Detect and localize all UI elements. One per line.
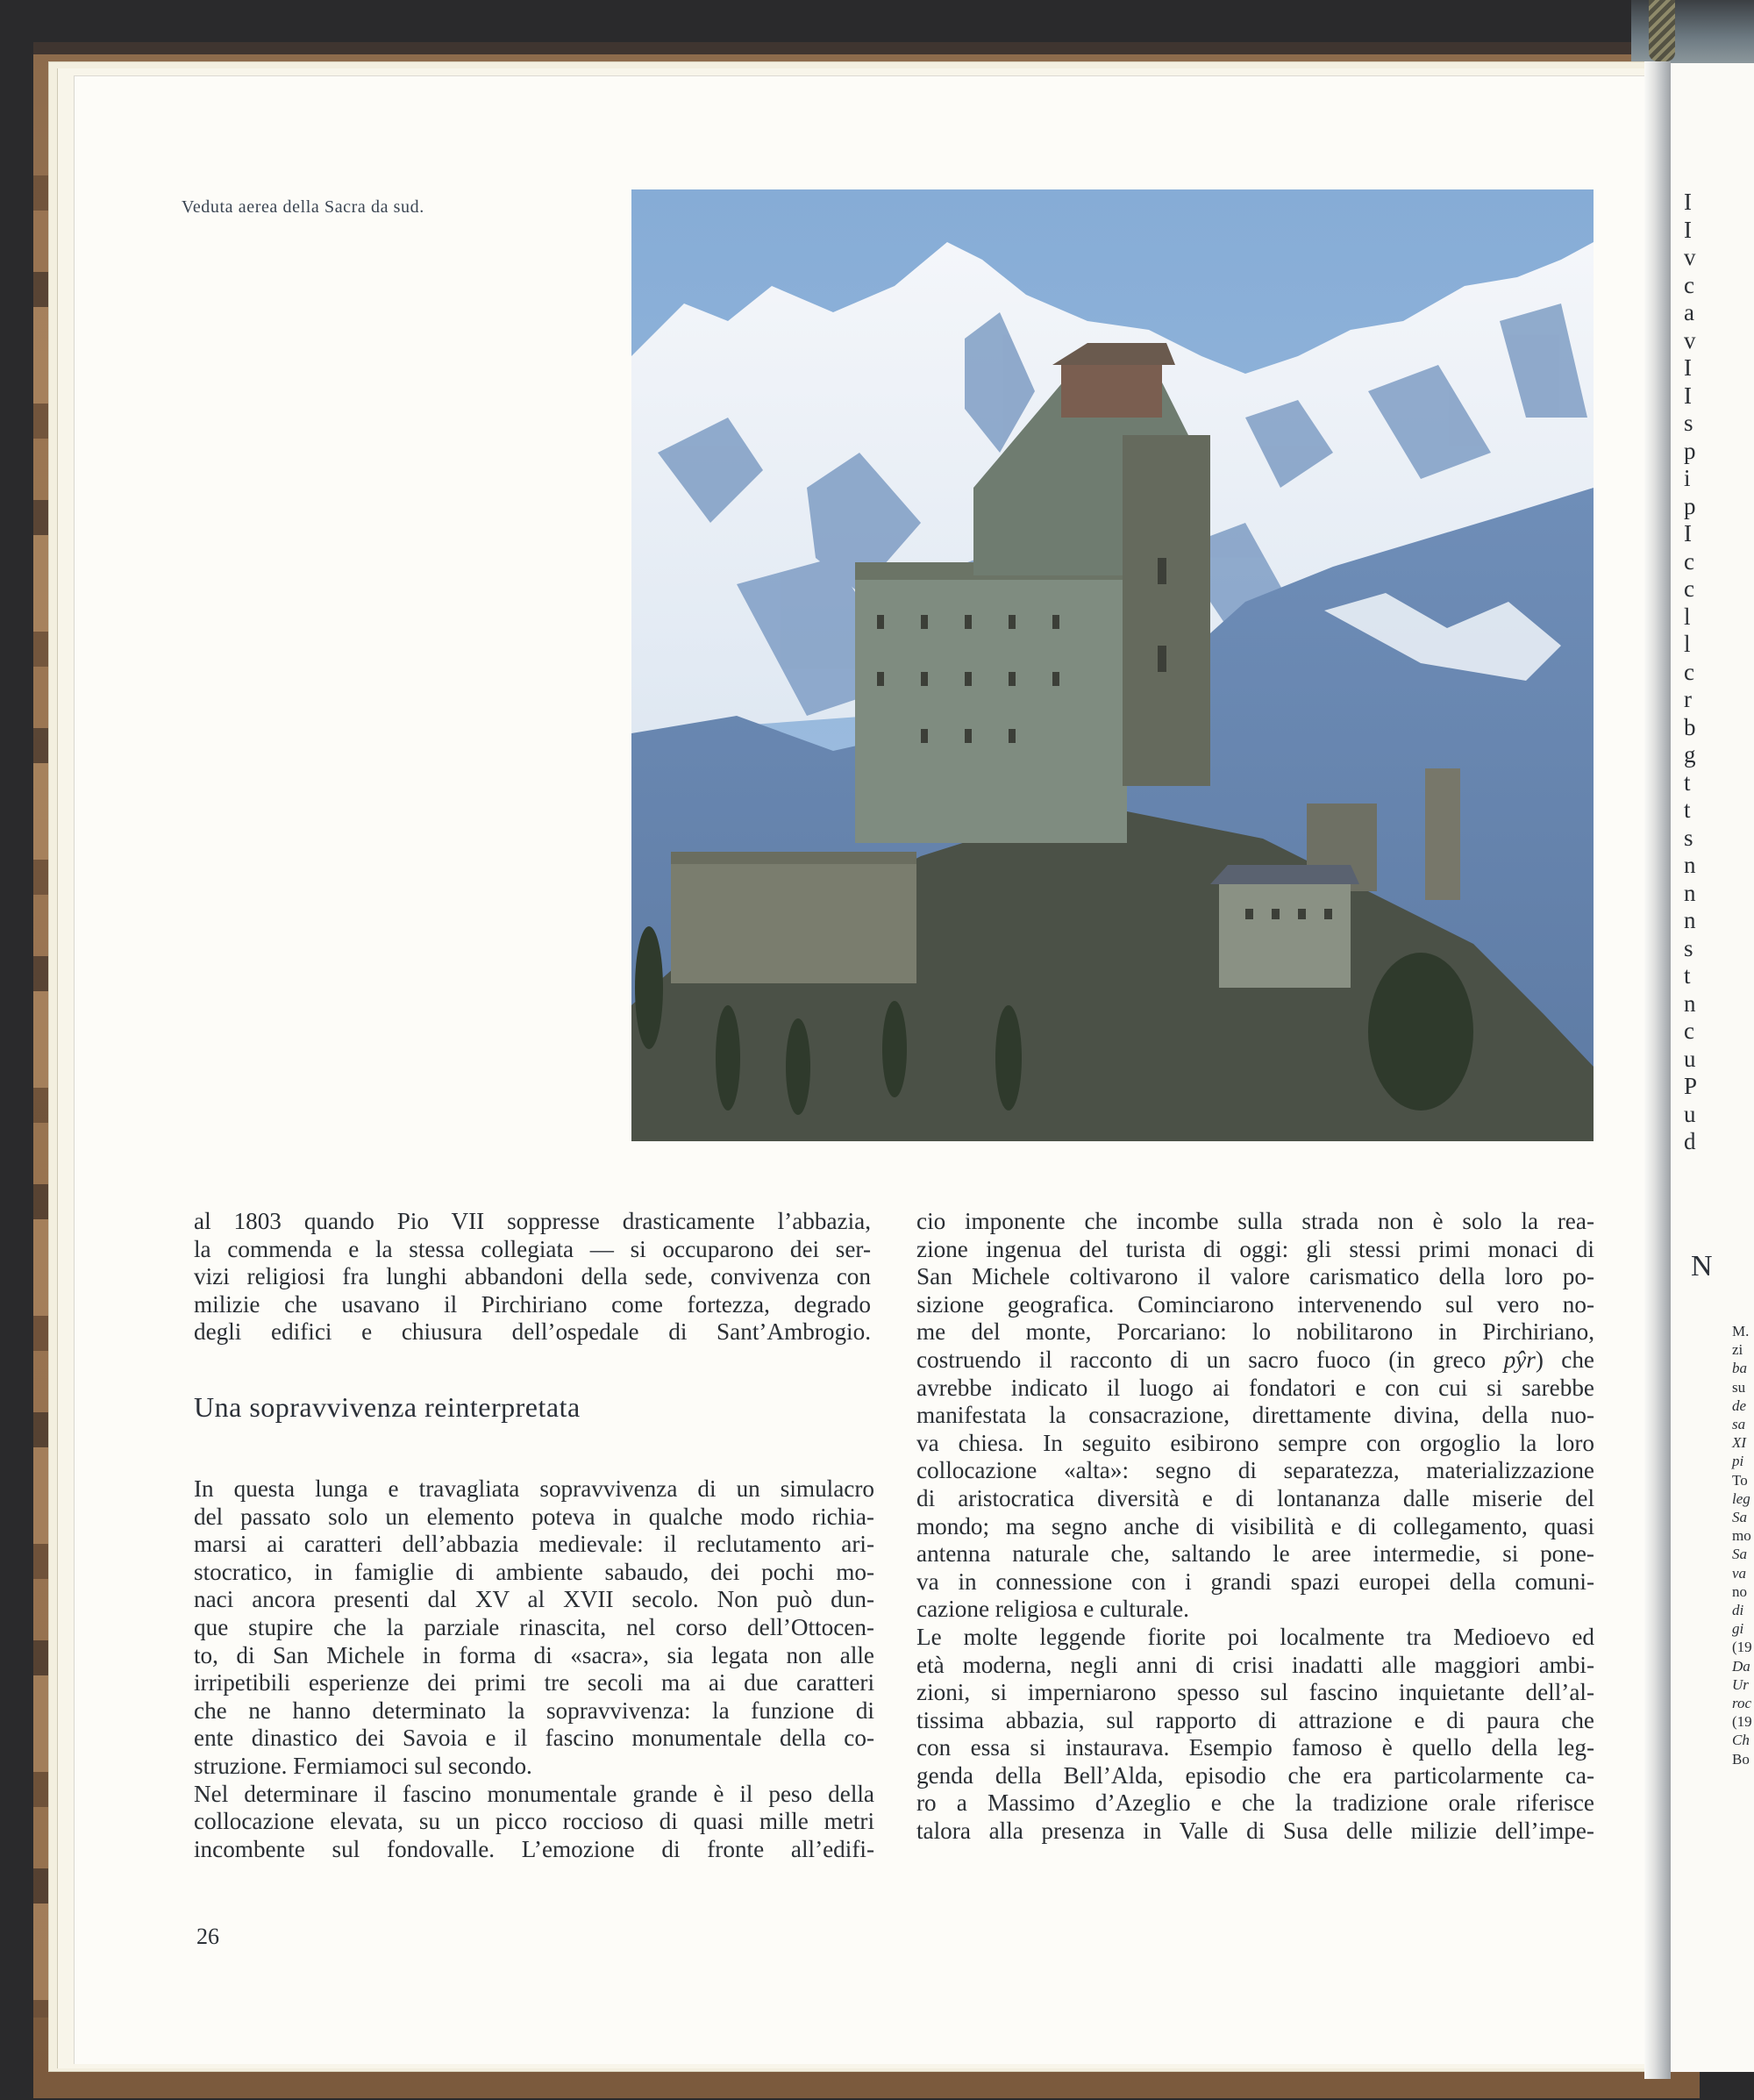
- text-fragment: c: [1684, 1018, 1694, 1044]
- text-fragment: t: [1684, 768, 1691, 796]
- note-fragment: mo: [1732, 1527, 1751, 1545]
- text-line: mondo; ma segno anche di visibilità e di collegamento, quasi: [916, 1512, 1594, 1539]
- note-fragment: va: [1732, 1564, 1747, 1582]
- text-fragment: s: [1684, 934, 1693, 961]
- text-line: cazione religiosa e culturale.: [916, 1596, 1189, 1623]
- text-line: In questa lunga e travagliata sopravvivenza di un simulacro: [194, 1475, 874, 1502]
- text-line: collocazione elevata, su un picco roccioso di quasi mille metri: [194, 1808, 874, 1835]
- bookmark-ribbon: [1649, 0, 1675, 61]
- text-fragment: v: [1684, 244, 1696, 270]
- text-line: que stupire che la parziale rinascita, nel corso dell’Ottocen-: [194, 1613, 874, 1640]
- note-fragment: To: [1732, 1471, 1748, 1489]
- left-column-body: [194, 1475, 874, 1863]
- text-line: sizione geografica. Cominciarono intervenendo sul vero no-: [916, 1290, 1594, 1318]
- text-fragment: n: [1684, 852, 1696, 878]
- text-line: zione ingenua del turista di oggi: gli stessi primi monaci di: [916, 1235, 1594, 1262]
- abbey-mountain-illustration: [631, 189, 1594, 1141]
- text-line: milizie che usavano il Pirchiriano come fortezza, degrado: [194, 1290, 871, 1318]
- text-line: Le molte leggende fiorite poi localmente tra Medioevo ed: [916, 1623, 1594, 1650]
- right-column-body: [916, 1208, 1594, 1846]
- note-fragment: Da: [1732, 1657, 1750, 1675]
- text-fragment: P: [1684, 1073, 1698, 1099]
- note-fragment: Sa: [1732, 1546, 1747, 1563]
- text-fragment: u: [1684, 1045, 1696, 1072]
- greek-word: pŷr: [1503, 1346, 1536, 1373]
- note-fragment: no: [1732, 1582, 1747, 1600]
- text-line: del passato solo un elemento poteva in qualche modo richia-: [194, 1503, 874, 1530]
- text-fragment: b: [1684, 713, 1696, 740]
- text-fragment: t: [1684, 962, 1691, 989]
- note-fragment: XI: [1732, 1434, 1747, 1452]
- note-fragment: Sa: [1732, 1509, 1747, 1526]
- next-page-column-fragment: [1684, 189, 1697, 1156]
- text-fragment: p: [1684, 492, 1696, 519]
- text-fragment: I: [1684, 216, 1692, 243]
- text-line: età moderna, negli anni di crisi inadatti alle maggiori ambi-: [916, 1651, 1594, 1678]
- text-fragment: s: [1684, 410, 1693, 436]
- text-line: la commenda e la stessa collegiata — si occuparono dei ser-: [194, 1235, 871, 1262]
- text-fragment: I: [1684, 189, 1692, 215]
- note-fragment: M.: [1732, 1323, 1750, 1339]
- text-line: antenna naturale che, saltando le aree intermedie, si pone-: [916, 1540, 1594, 1568]
- note-fragment: ba: [1732, 1360, 1747, 1377]
- text-line: che ne hanno determinato la sopravvivenza: la funzione di: [194, 1696, 874, 1724]
- text-fragment: I: [1684, 382, 1692, 409]
- text-fragment: c: [1684, 658, 1694, 685]
- section-heading: Una sopravvivenza reinterpretata: [194, 1391, 581, 1423]
- text-line: va in connessione con i grandi spazi europei della comuni-: [916, 1568, 1594, 1595]
- note-fragment: Bo: [1732, 1750, 1750, 1768]
- text-fragment: r: [1684, 686, 1692, 712]
- text-line: ente dinastico dei Savoia e il fascino monumentale della co-: [194, 1725, 874, 1752]
- next-page-notes-fragment: [1732, 1322, 1752, 1768]
- text-fragment: l: [1684, 631, 1691, 657]
- text-line: zioni, si imperniarono spesso sul fascino inquietante dell’al-: [916, 1679, 1594, 1706]
- text-fragment: I: [1684, 354, 1692, 381]
- text-line: naci ancora presenti dal XV al XVII secolo. Non può dun-: [194, 1586, 874, 1613]
- note-fragment: Ur: [1732, 1675, 1749, 1693]
- text-line: talora alla presenza in Valle di Susa delle milizie dell’impe-: [916, 1818, 1594, 1845]
- text-fragment: v: [1684, 326, 1696, 354]
- text-fragment: u: [1684, 1100, 1696, 1127]
- note-fragment: gi: [1732, 1620, 1744, 1638]
- text-line: manifestata la consacrazione, direttamente divina, della nuo-: [916, 1402, 1594, 1429]
- next-page-heading-fragment: N: [1691, 1250, 1713, 1282]
- text-line: genda della Bell’Alda, episodio che era particolarmente ca-: [916, 1761, 1594, 1789]
- note-fragment: de: [1732, 1396, 1747, 1414]
- photo-caption: Veduta aerea della Sacra da sud.: [182, 197, 424, 217]
- abbey-photo: [631, 189, 1594, 1141]
- text-fragment: c: [1684, 575, 1694, 602]
- note-fragment: di: [1732, 1602, 1744, 1619]
- text-fragment: t: [1684, 796, 1691, 823]
- text-line: struzione. Fermiamoci sul secondo.: [194, 1752, 532, 1779]
- text-line: vizi religiosi fra lunghi abbandoni della sede, convivenza con: [194, 1263, 871, 1290]
- text-fragment: p: [1684, 437, 1696, 464]
- text-line: ro a Massimo d’Azeglio e che la tradizione orale riferisce: [916, 1789, 1594, 1817]
- text-fragment: ) che: [1535, 1346, 1594, 1373]
- text-line: va chiesa. In seguito esibirono sempre con orgoglio la loro: [916, 1429, 1594, 1456]
- text-fragment: n: [1684, 879, 1696, 906]
- text-line: al 1803 quando Pio VII soppresse drasticamente l’abbazia,: [194, 1208, 871, 1234]
- text-line: stocratico, in famiglie di ambiente sabaudo, dei pochi mo-: [194, 1558, 874, 1585]
- text-line: to, di San Michele in forma di «sacra», sia legata non alle: [194, 1641, 874, 1668]
- note-fragment: sa: [1732, 1416, 1746, 1433]
- text-fragment: g: [1684, 741, 1696, 768]
- text-fragment: d: [1684, 1128, 1696, 1154]
- note-fragment: Ch: [1732, 1732, 1750, 1749]
- note-fragment: leg: [1732, 1489, 1750, 1507]
- text-fragment: a: [1684, 299, 1694, 325]
- note-fragment: pi: [1732, 1453, 1744, 1470]
- text-fragment: n: [1684, 907, 1696, 933]
- text-line: me del monte, Porcariano: lo nobilitarono in Pirchiriano,: [916, 1318, 1594, 1346]
- text-line: San Michele coltivarono il valore carismatico della loro po-: [916, 1263, 1594, 1290]
- note-fragment: zi: [1732, 1341, 1743, 1359]
- text-fragment: I: [1684, 520, 1692, 546]
- note-fragment: roc: [1732, 1695, 1752, 1712]
- text-fragment: s: [1684, 824, 1693, 851]
- text-fragment: c: [1684, 547, 1694, 575]
- note-fragment: (19: [1732, 1639, 1752, 1656]
- text-line: collocazione «alta»: segno di separatezza, materializzazione: [916, 1457, 1594, 1484]
- text-line: cio imponente che incombe sulla strada non è solo la rea-: [916, 1208, 1594, 1234]
- text-fragment: n: [1684, 989, 1696, 1017]
- note-fragment: (19: [1732, 1713, 1752, 1731]
- text-fragment: i: [1684, 465, 1691, 491]
- text-line-with-greek: [916, 1346, 1594, 1375]
- text-line: irripetibili esperienze dei primi tre secoli ma ai due caratteri: [194, 1669, 874, 1696]
- text-line: con essa si instaurava. Esempio famoso è quello della leg-: [916, 1734, 1594, 1761]
- text-line: tissima abbazia, sul rapporto di attrazione e di paura che: [916, 1706, 1594, 1733]
- text-line: incombente sul fondovalle. L’emozione di fronte all’edifi-: [194, 1835, 874, 1862]
- left-column-intro: [194, 1208, 871, 1346]
- text-line: degli edifici e chiusura dell’ospedale di Sant’Ambrogio.: [194, 1318, 871, 1346]
- page-number: 26: [196, 1924, 219, 1949]
- text-fragment: costruendo il racconto di un sacro fuoco (in greco: [916, 1346, 1504, 1373]
- note-fragment: su: [1732, 1378, 1746, 1396]
- text-line: avrebbe indicato il luogo ai fondatori e con cui si sarebbe: [916, 1374, 1594, 1401]
- text-fragment: l: [1684, 603, 1691, 630]
- book-gutter: [1644, 61, 1671, 2079]
- text-line: di aristocratica diversità e di lontananza dalle miserie del: [916, 1484, 1594, 1511]
- text-line: Nel determinare il fascino monumentale grande è il peso della: [194, 1780, 874, 1807]
- text-line: marsi ai caratteri dell’abbazia medievale: il reclutamento ari-: [194, 1531, 874, 1558]
- text-fragment: c: [1684, 271, 1694, 298]
